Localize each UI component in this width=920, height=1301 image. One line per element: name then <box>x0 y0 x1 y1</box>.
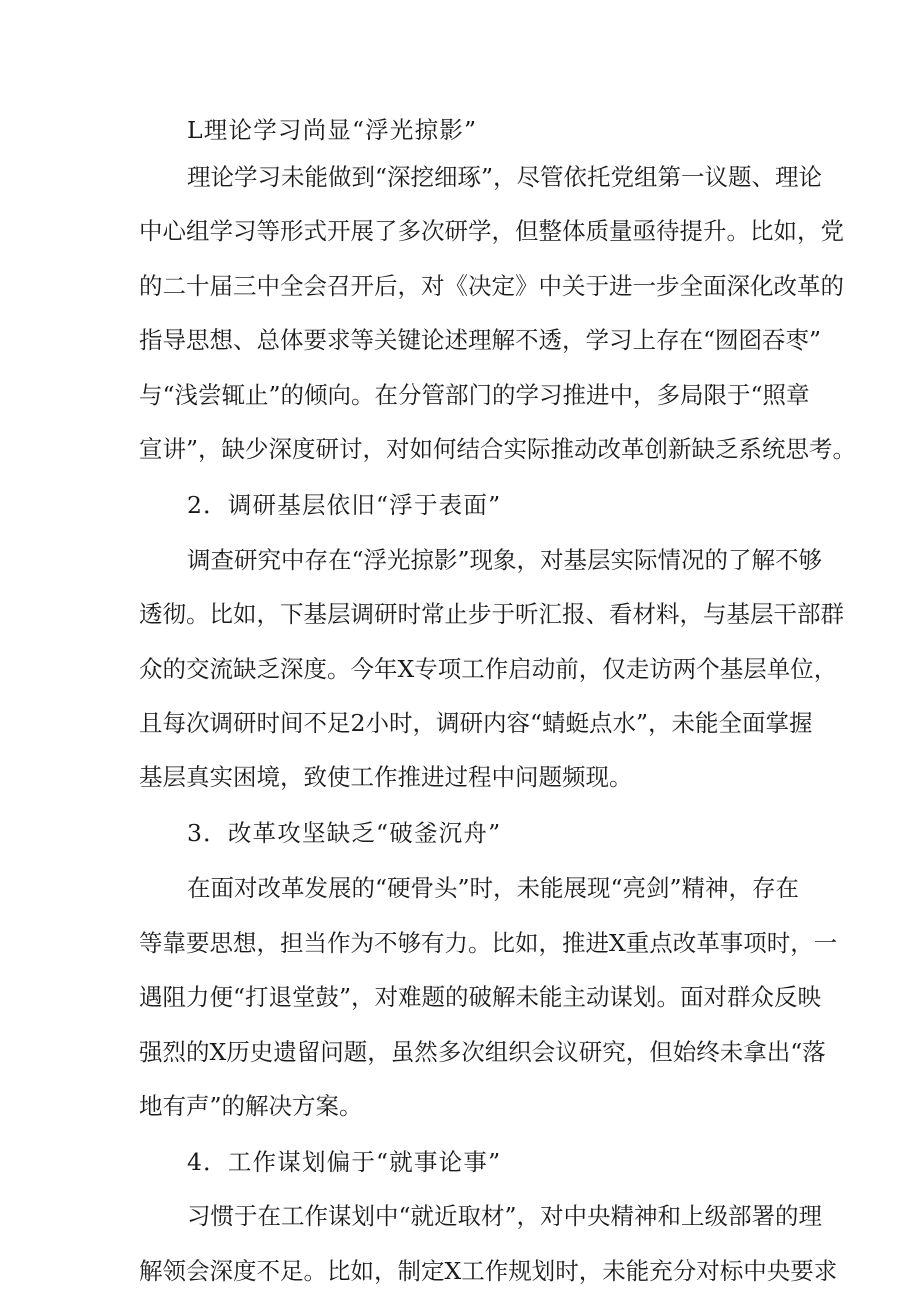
section-1-line-2: 中心组学习等形式开展了多次研学，但整体质量亟待提升。比如，党 <box>139 217 844 245</box>
section-4-line-1: 习惯于在工作谋划中“就近取材”，对中央精神和上级部署的理 <box>187 1202 823 1230</box>
section-1-line-4: 指导思想、总体要求等关键论述理解不透，学习上存在“囫囵吞枣” <box>139 326 822 354</box>
section-3-line-1: 在面对改革发展的“硬骨头”时，未能展现“亮剑”精神，存在 <box>187 874 800 902</box>
section-4-heading: 4．工作谋划偏于“就事论事” <box>187 1148 502 1176</box>
section-1-heading: L理论学习尚显“浮光掠影” <box>187 116 478 144</box>
section-1-line-5: 与“浅尝辄止”的倾向。在分管部门的学习推进中，多局限于“照章 <box>139 381 810 409</box>
section-2-line-4: 且每次调研时间不足2小时，调研内容“蜻蜓点水”，未能全面掌握 <box>139 709 813 737</box>
section-2-line-1: 调查研究中存在“浮光掠影”现象，对基层实际情况的了解不够 <box>187 546 823 574</box>
section-3-line-3: 遇阻力便“打退堂鼓”，对难题的破解未能主动谋划。面对群众反映 <box>139 983 822 1011</box>
section-1-line-3: 的二十届三中全会召开后，对《决定》中关于进一步全面深化改革的 <box>139 272 844 300</box>
section-2-line-5: 基层真实困境，致使工作推进过程中问题频现。 <box>139 763 633 791</box>
section-1-line-1: 理论学习未能做到“深挖细琢”，尽管依托党组第一议题、理论 <box>187 163 823 191</box>
section-4-line-2: 解领会深度不足。比如，制定X工作规划时，未能充分对标中央要求 <box>139 1257 838 1285</box>
section-3-line-4: 强烈的X历史遗留问题，虽然多次组织会议研究，但始终未拿出“落 <box>139 1038 826 1066</box>
section-3-line-5: 地有声”的解决方案。 <box>139 1092 363 1120</box>
section-2-line-3: 众的交流缺乏深度。今年X专项工作启动前，仅走访两个基层单位， <box>139 655 838 683</box>
section-2-line-2: 透彻。比如，下基层调研时常止步于听汇报、看材料，与基层干部群 <box>139 600 844 628</box>
section-3-heading: 3．改革攻坚缺乏“破釜沉舟” <box>187 819 502 847</box>
section-3-line-2: 等靠要思想，担当作为不够有力。比如，推进X重点改革事项时，一 <box>139 929 838 957</box>
section-2-heading: 2．调研基层依旧“浮于表面” <box>187 491 502 519</box>
section-1-line-6: 宣讲”，缺少深度研讨，对如何结合实际推动改革创新缺乏系统思考。 <box>139 435 857 463</box>
